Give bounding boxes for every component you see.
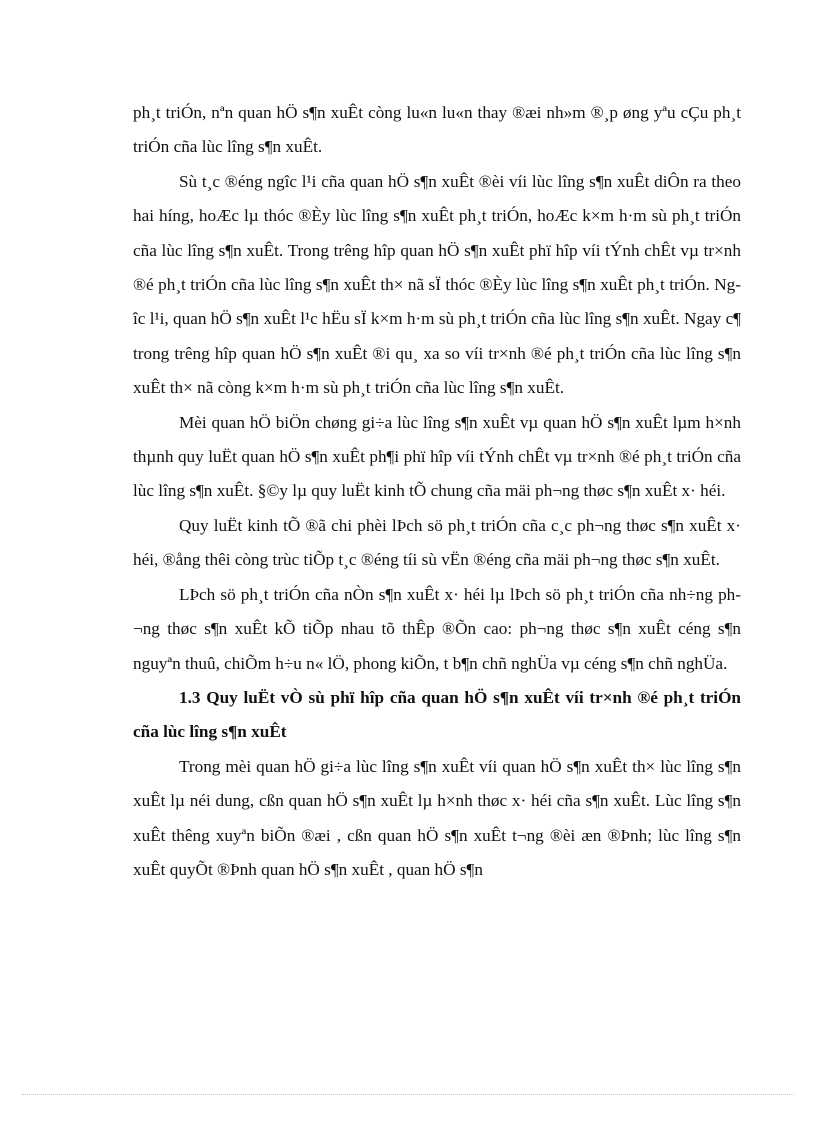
paragraph-4: Quy luËt kinh tÕ ®ã chi phèi lÞch sö ph¸t triÓn cña c¸c ph¬ng thøc s¶n xuÊt x· héi, ®ång thêi còng trùc tiÕp t¸c ®éng tíi sù vËn ®éng cña mäi ph¬ng thøc s¶n xuÊt. — [133, 515, 741, 570]
paragraph-5: LÞch sö ph¸t triÓn cña nÒn s¶n xuÊt x· héi lµ lÞch sö ph¸t triÓn cña nh÷ng ph¬ng thøc s¶n xuÊt kÕ tiÕp nhau tõ thÊp ®Õn cao: ph¬ng thøc s¶n xuÊt céng s¶n nguyªn thuû, chiÕm h÷u n« lÖ, phong kiÕn, t b¶n chñ nghÜa vµ céng s¶n chñ nghÜa. — [133, 584, 741, 673]
section-heading: 1.3 Quy luËt vÒ sù phï hîp cña quan hÖ s¶n xuÊt víi tr×nh ®é ph¸t triÓn cña lùc lîng s¶n xuÊt — [133, 687, 741, 742]
footer-dotted-rule — [22, 1094, 794, 1095]
paragraph-1: ph¸t triÓn, nªn quan hÖ s¶n xuÊt còng lu«n lu«n thay ®æi nh»m ®¸p øng yªu cÇu ph¸t triÓn cña lùc lîng s¶n xuÊt. — [133, 103, 741, 157]
paragraph-2: Sù t¸c ®éng ngîc l¹i cña quan hÖ s¶n xuÊt ®èi víi lùc lîng s¶n xuÊt diÔn ra theo hai híng, hoÆc lµ thóc ®Èy lùc lîng s¶n xuÊt ph¸t triÓn, hoÆc k×m h·m sù ph¸t triÓn cña lùc lîng s¶n xuÊt. Trong trêng hîp quan hÖ s¶n xuÊt phï hîp víi tÝnh chÊt vµ tr×nh ®é ph¸t triÓn cña lùc lîng s¶n xuÊt th× nã sÏ thóc ®Èy lùc lîng s¶n xuÊt ph¸t triÓn. Ngîc l¹i, quan hÖ s¶n xuÊt l¹c hËu sÏ k×m h·m sù ph¸t triÓn cña lùc lîng s¶n xuÊt. Ngay c¶ trong trêng hîp quan hÖ s¶n xuÊt ®i qu¸ xa so víi tr×nh ®é ph¸t triÓn cña lùc lîng s¶n xuÊt th× nã còng k×m h·m sù ph¸t triÓn cña lùc lîng s¶n xuÊt. — [133, 171, 741, 398]
paragraph-3: Mèi quan hÖ biÖn chøng gi÷a lùc lîng s¶n xuÊt vµ quan hÖ s¶n xuÊt lµm h×nh thµnh quy luËt quan hÖ s¶n xuÊt ph¶i phï hîp víi tÝnh chÊt vµ tr×nh ®é ph¸t triÓn cña lùc lîng s¶n xuÊt. §©y lµ quy luËt kinh tÕ chung cña mäi ph¬ng thøc s¶n xuÊt x· héi. — [133, 412, 741, 501]
document-body — [133, 96, 741, 887]
paragraph-6: Trong mèi quan hÖ gi÷a lùc lîng s¶n xuÊt víi quan hÖ s¶n xuÊt th× lùc lîng s¶n xuÊt lµ néi dung, cßn quan hÖ s¶n xuÊt lµ h×nh thøc x· héi cña s¶n xuÊt. Lùc lîng s¶n xuÊt thêng xuyªn biÕn ®æi , cßn quan hÖ s¶n xuÊt t¬ng ®èi æn ®Þnh; lùc lîng s¶n xuÊt quyÕt ®Þnh quan hÖ s¶n xuÊt , quan hÖ s¶n — [133, 756, 741, 879]
